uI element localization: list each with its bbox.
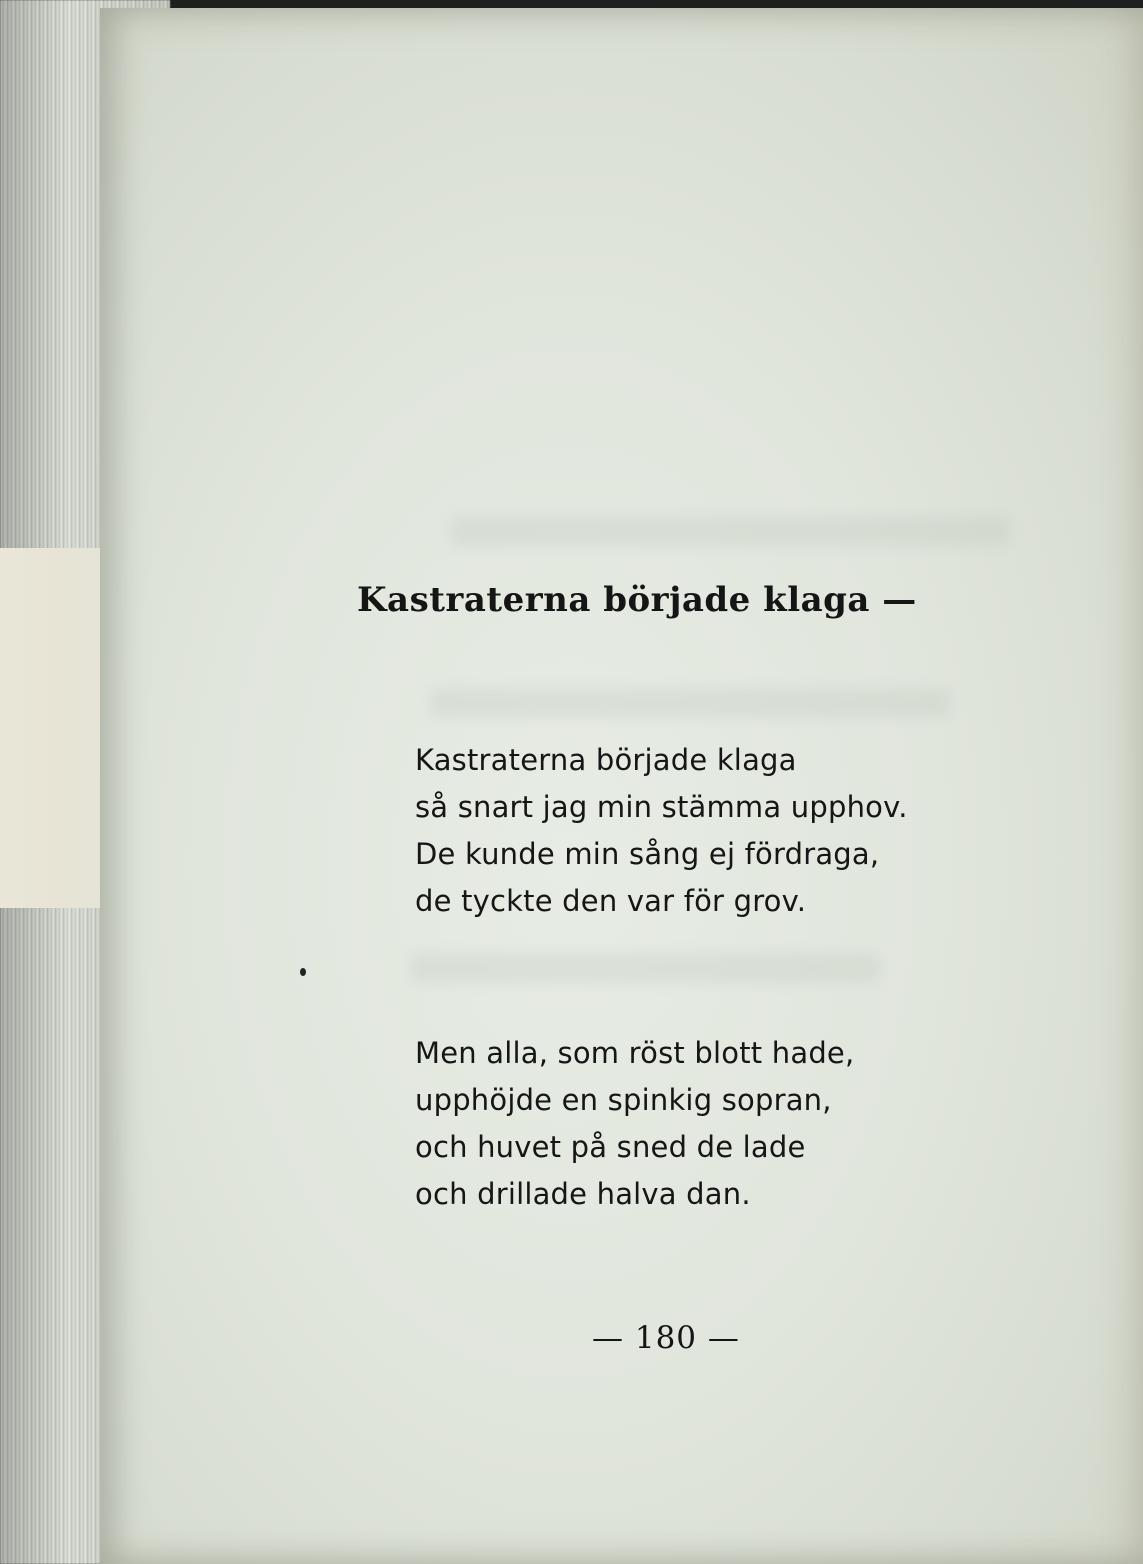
show-through xyxy=(450,516,1010,546)
verse-line: upphöjde en spinkig sopran, xyxy=(415,1083,832,1117)
page-number: — 180 — xyxy=(592,1320,740,1356)
ink-speck xyxy=(300,968,306,976)
show-through xyxy=(410,953,880,983)
verse-line: så snart jag min stämma upphov. xyxy=(415,790,908,824)
show-through xyxy=(430,688,950,718)
verse-line: De kunde min sång ej fördraga, xyxy=(415,837,880,871)
verse-line: och drillade halva dan. xyxy=(415,1177,751,1211)
stanza xyxy=(415,1030,854,1218)
verse-line: och huvet på sned de lade xyxy=(415,1130,806,1164)
poem-title: Kastraterna började klaga — xyxy=(357,580,917,620)
verse-line: de tyckte den var för grov. xyxy=(415,884,807,918)
verse-line: Kastraterna började klaga xyxy=(415,743,797,777)
stanza xyxy=(415,737,908,925)
verse-line: Men alla, som röst blott hade, xyxy=(415,1036,855,1070)
